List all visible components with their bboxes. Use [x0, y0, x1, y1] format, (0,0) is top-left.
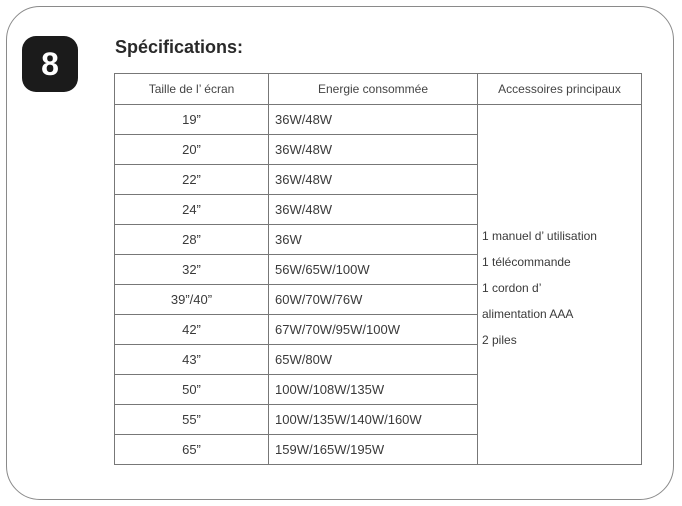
header-screen-size: Taille de l’ écran: [115, 74, 269, 105]
table-header-row: [115, 74, 642, 105]
specifications-table: [114, 73, 642, 465]
cell-screen-size: 20”: [115, 135, 269, 165]
cell-main-accessories: [478, 105, 642, 465]
table-body: [115, 105, 642, 465]
cell-screen-size: 43”: [115, 345, 269, 375]
cell-power-consumption: 36W/48W: [269, 165, 478, 195]
accessory-item: alimentation AAA: [482, 306, 574, 321]
header-power-consumption: Energie consommée: [269, 74, 478, 105]
section-title: Spécifications:: [115, 37, 244, 57]
cell-power-consumption: 56W/65W/100W: [269, 255, 478, 285]
cell-power-consumption: 67W/70W/95W/100W: [269, 315, 478, 345]
cell-power-consumption: 100W/135W/140W/160W: [269, 405, 478, 435]
cell-power-consumption: 36W/48W: [269, 105, 478, 135]
header-main-accessories: Accessoires principaux: [478, 74, 642, 105]
cell-screen-size: 19”: [115, 105, 269, 135]
cell-screen-size: 24”: [115, 195, 269, 225]
cell-power-consumption: 36W/48W: [269, 135, 478, 165]
accessory-item: 1 manuel d’ utilisation: [482, 228, 597, 243]
accessories-list: [478, 223, 641, 353]
cell-screen-size: 28”: [115, 225, 269, 255]
cell-screen-size: 55”: [115, 405, 269, 435]
cell-power-consumption: 65W/80W: [269, 345, 478, 375]
accessory-item: 1 télécommande: [482, 254, 571, 269]
cell-power-consumption: 36W: [269, 225, 478, 255]
cell-power-consumption: 36W/48W: [269, 195, 478, 225]
cell-screen-size: 50”: [115, 375, 269, 405]
cell-power-consumption: 60W/70W/76W: [269, 285, 478, 315]
accessory-item: 1 cordon d’: [482, 280, 542, 295]
accessory-item: 2 piles: [482, 332, 517, 347]
cell-screen-size: 22”: [115, 165, 269, 195]
table-row: [115, 105, 642, 135]
cell-screen-size: 32”: [115, 255, 269, 285]
section-number-badge: 8: [22, 36, 78, 92]
cell-screen-size: 42”: [115, 315, 269, 345]
cell-screen-size: 65”: [115, 435, 269, 465]
cell-power-consumption: 159W/165W/195W: [269, 435, 478, 465]
cell-power-consumption: 100W/108W/135W: [269, 375, 478, 405]
cell-screen-size: 39”/40”: [115, 285, 269, 315]
